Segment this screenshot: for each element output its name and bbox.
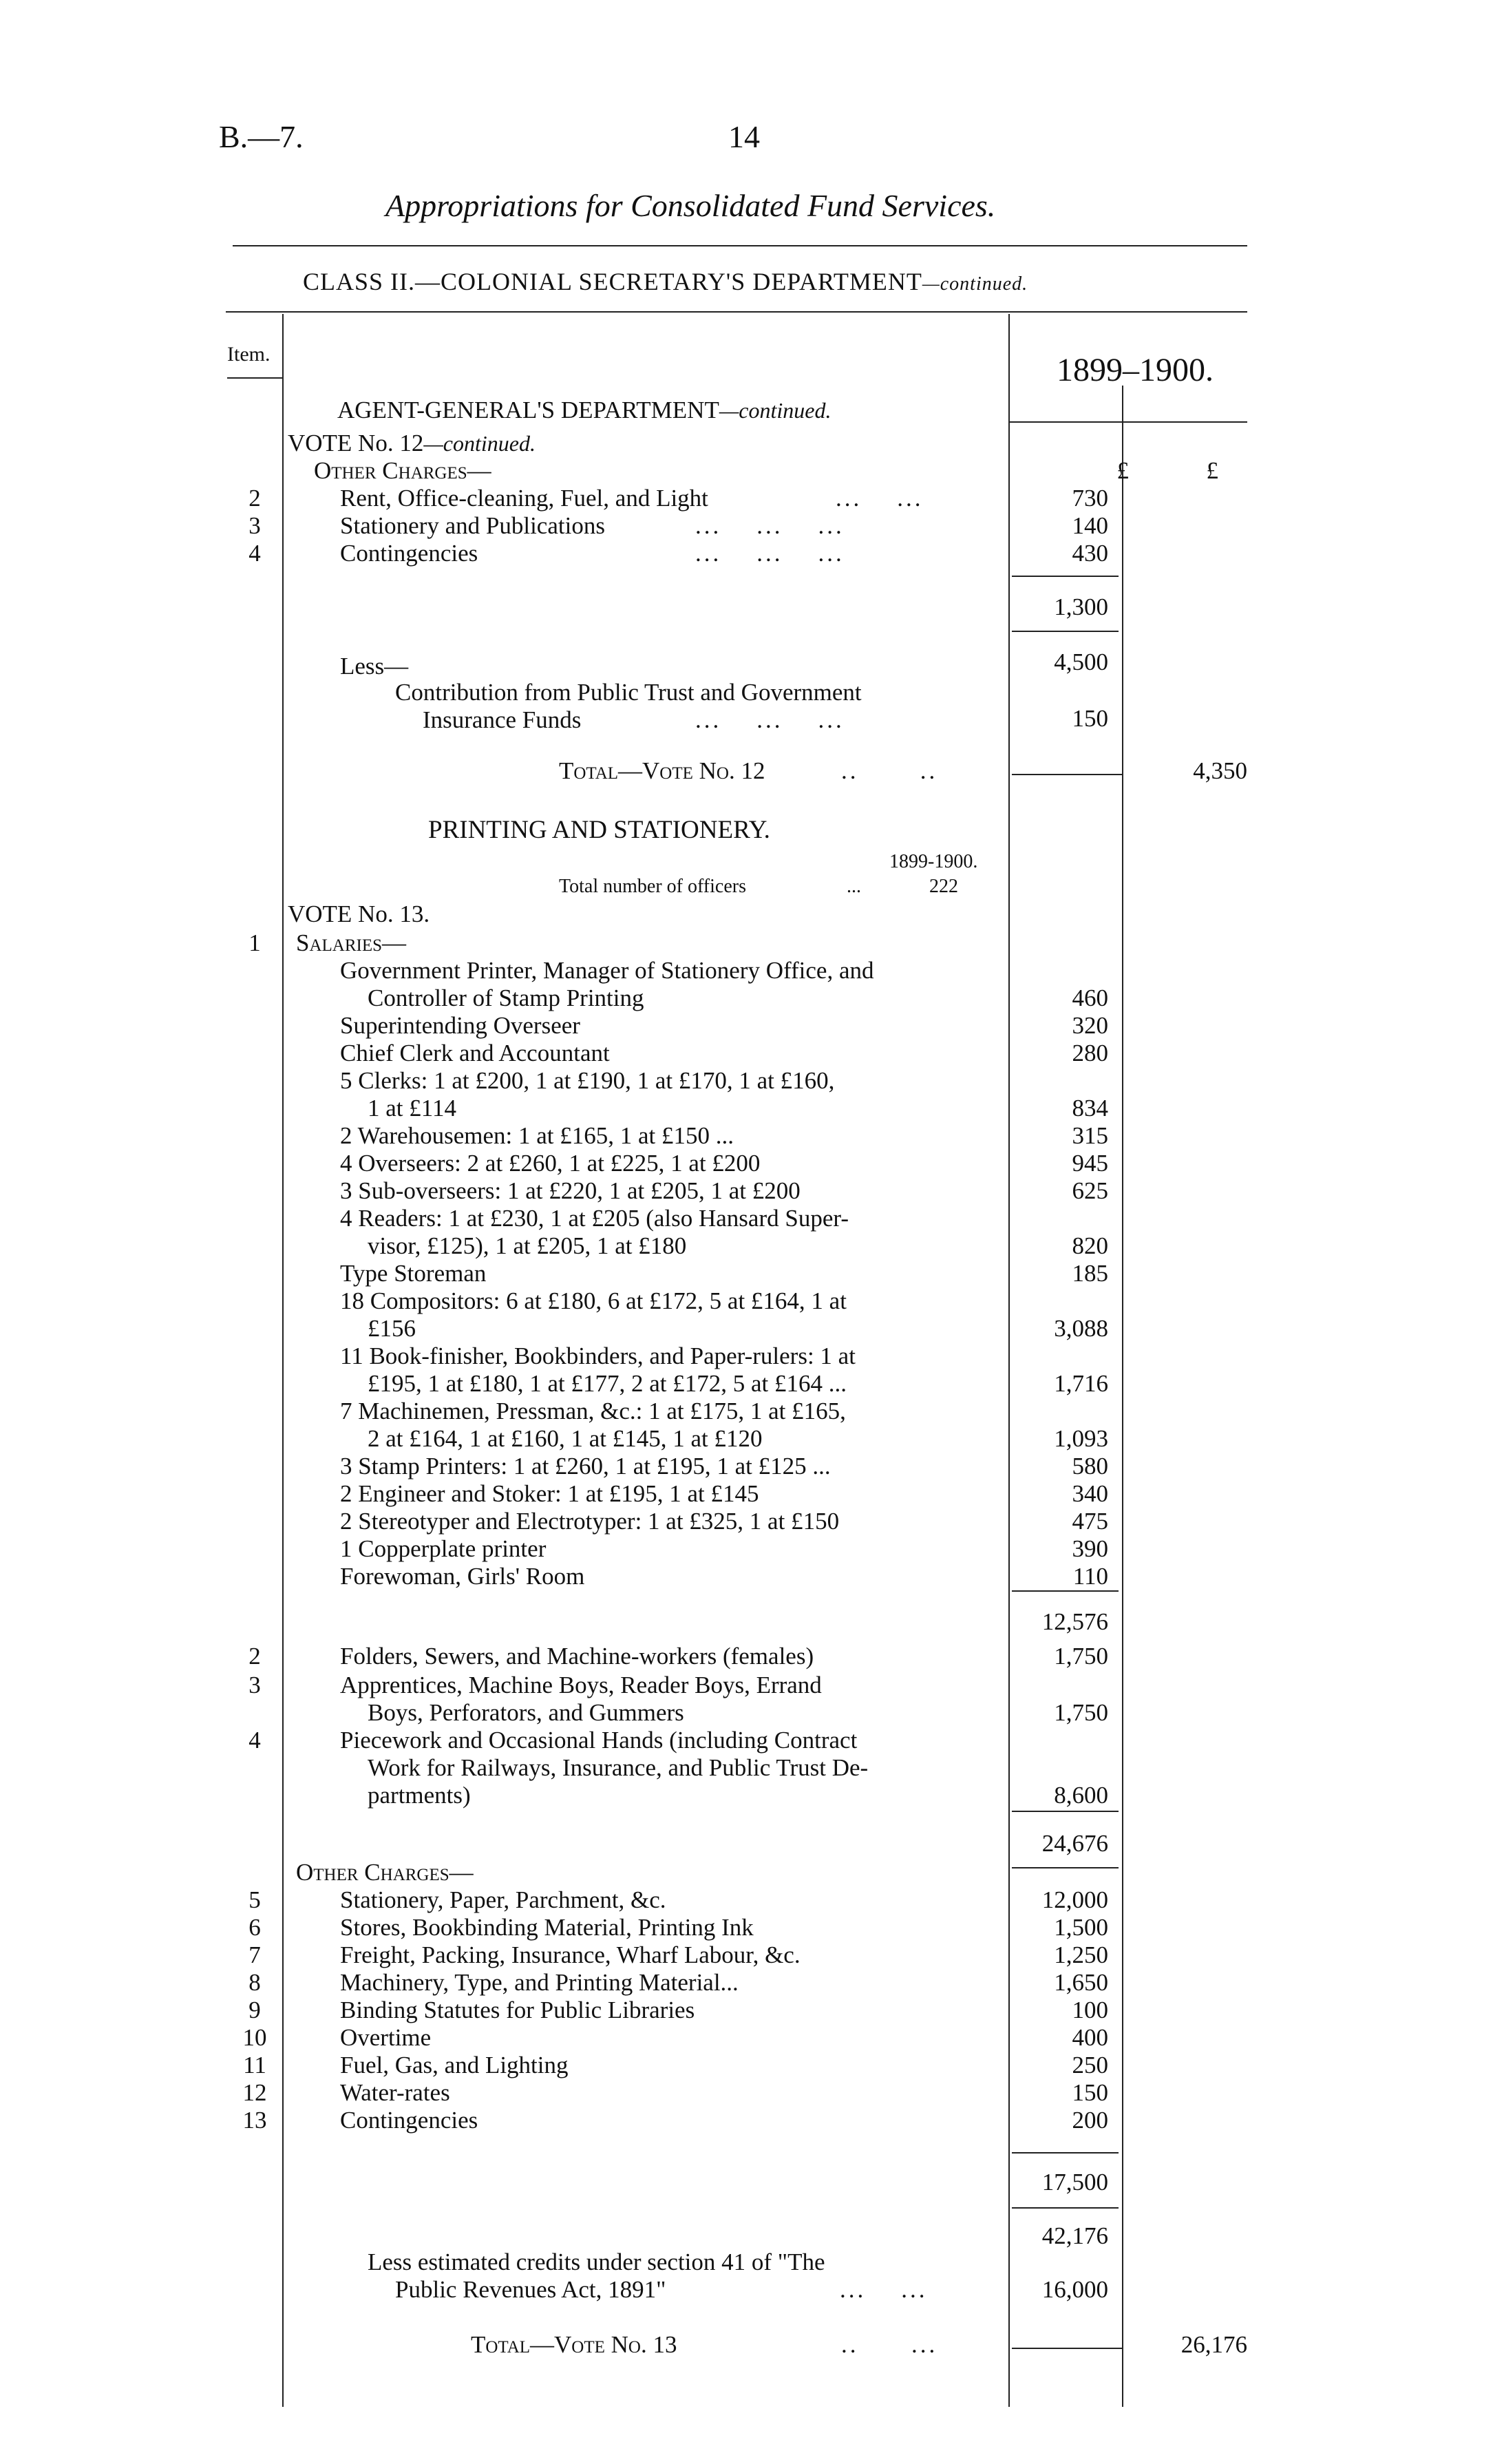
salary-line-amount: 340 (1072, 1480, 1108, 1507)
printing-stationery-heading: PRINTING AND STATIONERY. (428, 816, 770, 844)
item-number: 6 (248, 1914, 261, 1941)
salary-line-amount: 475 (1072, 1508, 1108, 1535)
salary-line-text: £195, 1 at £180, 1 at £177, 2 at £172, 5 at £164 ... (368, 1370, 847, 1397)
other-charge-amount: 100 (1072, 1997, 1108, 2023)
other-charge-label: Stationery, Paper, Parchment, &c. (340, 1886, 666, 1913)
other-charge-label: Binding Statutes for Public Libraries (340, 1997, 695, 2023)
item-number: 2 (248, 485, 261, 512)
item-number: 11 (243, 2052, 266, 2078)
other-charge-amount: 1,500 (1054, 1914, 1108, 1941)
salary-line-text: 4 Readers: 1 at £230, 1 at £205 (also Hansard Super- (340, 1205, 849, 1232)
item-number: 9 (248, 1997, 261, 2023)
other-charge-label: Stores, Bookbinding Material, Printing Ink (340, 1914, 754, 1941)
class-heading-main: CLASS II.—COLONIAL SECRETARY'S DEPARTMENT (303, 268, 922, 295)
salary-line-amount: 625 (1072, 1177, 1108, 1204)
total-vote-12: 4,350 (1193, 757, 1247, 784)
salary-line-amount: 460 (1072, 984, 1108, 1011)
agent-general-heading-continued: —continued. (719, 398, 832, 423)
salary-line-text: 3 Sub-overseers: 1 at £220, 1 at £205, 1 at £200 (340, 1177, 801, 1204)
salary-line-text: 1 Copperplate printer (340, 1535, 547, 1562)
line-item-label: Stationery and Publications (340, 512, 605, 539)
vote-13-heading: VOTE No. 13. (288, 901, 430, 927)
salary-line-amount: 390 (1072, 1535, 1108, 1562)
leader-dots: .. .. (841, 757, 938, 784)
wage-item-line: Apprentices, Machine Boys, Reader Boys, Errand (340, 1672, 822, 1698)
less-amount: 150 (1072, 705, 1108, 732)
credits-amount: 16,000 (1041, 2276, 1108, 2303)
other-charge-amount: 400 (1072, 2024, 1108, 2051)
item-header-rule (227, 377, 282, 379)
line-item-amount: 140 (1072, 512, 1108, 539)
salary-line-text: 2 Stereotyper and Electrotyper: 1 at £325, 1 at £150 (340, 1508, 840, 1535)
line-item-label: Rent, Office-cleaning, Fuel, and Light (340, 485, 708, 512)
leader-dots: .. ... (841, 2331, 938, 2358)
year-header-rule (1008, 421, 1247, 423)
officers-count: 222 (929, 876, 958, 897)
salary-line-text: Controller of Stamp Printing (368, 984, 644, 1011)
wages-total: 24,676 (1041, 1830, 1108, 1857)
leader-dots: ... (847, 876, 861, 897)
total-rule (1012, 2348, 1122, 2349)
leader-dots: ... ... ... (695, 706, 845, 733)
item-number: 5 (248, 1886, 261, 1913)
salary-line-text: Type Storeman (340, 1260, 487, 1287)
other-charge-amount: 150 (1072, 2079, 1108, 2106)
pound-sign-amount-column: £ (1116, 457, 1129, 484)
salary-line-amount: 315 (1072, 1122, 1108, 1149)
item-number: 3 (248, 512, 261, 539)
printing-other-charges-heading: Other Charges— (296, 1859, 474, 1886)
item-number: 13 (242, 2107, 267, 2134)
page-title: Appropriations for Consolidated Fund Services. (385, 188, 996, 223)
subtotal-rule (1012, 1867, 1119, 1868)
leader-dots: ... ... ... (695, 512, 845, 539)
other-charge-label: Overtime (340, 2024, 432, 2051)
salary-line-amount: 280 (1072, 1040, 1108, 1066)
subtotal-rule (1012, 2152, 1119, 2154)
salaries-heading: Salaries— (296, 929, 407, 956)
other-charge-amount: 1,250 (1054, 1941, 1108, 1968)
leader-dots: ... ... (836, 485, 924, 512)
officers-year: 1899-1900. (889, 851, 978, 872)
wage-item-amount: 1,750 (1054, 1699, 1108, 1726)
salary-line-text: 3 Stamp Printers: 1 at £260, 1 at £195, 1 at £125 ... (340, 1453, 831, 1480)
other-charge-amount: 12,000 (1041, 1886, 1108, 1913)
total-vote-13: 26,176 (1180, 2331, 1247, 2358)
item-column-header: Item. (227, 343, 271, 366)
item-number: 12 (242, 2079, 267, 2106)
other-charge-label: Water-rates (340, 2079, 450, 2106)
less-description-continued: Insurance Funds (423, 706, 582, 733)
wage-item-line: partments) (368, 1782, 471, 1809)
credits-description: Less estimated credits under section 41 of "The (368, 2249, 825, 2275)
other-charge-amount: 250 (1072, 2052, 1108, 2078)
less-label: Less— (340, 653, 409, 680)
salary-line-amount: 110 (1072, 1563, 1108, 1590)
salary-line-text: 2 Engineer and Stoker: 1 at £195, 1 at £145 (340, 1480, 759, 1507)
subtotal-rule (1012, 631, 1119, 632)
subtotal-rule (1012, 576, 1119, 577)
salary-line-text: 2 at £164, 1 at £160, 1 at £145, 1 at £120 (368, 1425, 763, 1452)
item-number: 7 (248, 1941, 261, 1968)
item-number: 10 (242, 2024, 267, 2051)
agent-subtotal: 1,300 (1054, 593, 1108, 620)
other-charges-total: 17,500 (1041, 2169, 1108, 2196)
salary-line-text: Government Printer, Manager of Stationery Office, and (340, 957, 874, 984)
salary-line-text: £156 (368, 1315, 416, 1342)
pound-sign-total-column: £ (1206, 457, 1218, 484)
item-number: 8 (248, 1969, 261, 1996)
salary-line-text: 11 Book-finisher, Bookbinders, and Paper-rulers: 1 at (340, 1342, 856, 1369)
other-charge-amount: 200 (1072, 2107, 1108, 2134)
item-number: 1 (248, 929, 261, 956)
vote-12-continued: —continued. (423, 431, 536, 456)
agent-other-charges-heading: Other Charges— (314, 457, 491, 484)
subtotal-rule (1012, 2207, 1119, 2209)
page-number: 14 (728, 119, 760, 154)
subtotal-rule (1012, 1590, 1119, 1592)
wage-item-line: Folders, Sewers, and Machine-workers (females) (340, 1643, 814, 1670)
salary-line-text: 1 at £114 (368, 1095, 456, 1122)
salary-line-text: visor, £125), 1 at £205, 1 at £180 (368, 1232, 687, 1259)
other-charge-label: Fuel, Gas, and Lighting (340, 2052, 569, 2078)
less-description: Contribution from Public Trust and Government (395, 679, 862, 706)
line-item-label: Contingencies (340, 540, 478, 567)
wage-item-line: Work for Railways, Insurance, and Public Trust De- (368, 1754, 869, 1781)
agent-general-heading (337, 397, 831, 424)
item-column-divider (282, 314, 284, 2407)
salary-line-amount: 1,716 (1054, 1370, 1108, 1397)
salary-line-text: 18 Compositors: 6 at £180, 6 at £172, 5 at £164, 1 at (340, 1287, 847, 1314)
credits-description-continued: Public Revenues Act, 1891" (395, 2276, 666, 2303)
other-charge-label: Contingencies (340, 2107, 478, 2134)
other-charge-label: Freight, Packing, Insurance, Wharf Labour, &c. (340, 1941, 801, 1968)
officers-label: Total number of officers (559, 876, 746, 897)
class-rule (226, 311, 1247, 313)
leader-dots: ... ... ... (695, 540, 845, 567)
wage-item-amount: 8,600 (1054, 1782, 1108, 1809)
total-rule (1012, 774, 1122, 775)
agent-gross: 4,500 (1054, 649, 1108, 675)
subtotal-column-divider (1122, 386, 1123, 2407)
line-item-amount: 730 (1072, 485, 1108, 512)
salary-line-amount: 1,093 (1054, 1425, 1108, 1452)
document-reference: B.—7. (219, 119, 304, 154)
total-vote-13-label: Total—Vote No. 13 (471, 2331, 677, 2358)
class-heading-continued: —continued. (922, 273, 1028, 295)
agent-general-heading-main: AGENT-GENERAL'S DEPARTMENT (337, 397, 719, 423)
vote-12-label: VOTE No. 12 (288, 430, 424, 456)
salary-line-amount: 820 (1072, 1232, 1108, 1259)
wage-item-amount: 1,750 (1054, 1643, 1108, 1670)
salary-line-text: 2 Warehousemen: 1 at £165, 1 at £150 ... (340, 1122, 734, 1149)
printing-gross: 42,176 (1041, 2222, 1108, 2249)
total-vote-12-label: Total—Vote No. 12 (559, 757, 765, 784)
subtotal-rule (1012, 1811, 1119, 1812)
item-number: 3 (248, 1672, 261, 1698)
line-item-amount: 430 (1072, 540, 1108, 567)
salary-line-text: 7 Machinemen, Pressman, &c.: 1 at £175, 1 at £165, (340, 1398, 846, 1424)
salary-line-amount: 185 (1072, 1260, 1108, 1287)
leader-dots: ... ... (840, 2276, 928, 2303)
other-charge-amount: 1,650 (1054, 1969, 1108, 1996)
salary-line-text: 4 Overseers: 2 at £260, 1 at £225, 1 at £200 (340, 1150, 761, 1177)
salary-line-amount: 834 (1072, 1095, 1108, 1122)
salaries-total: 12,576 (1041, 1608, 1108, 1635)
wage-item-line: Piecework and Occasional Hands (including Contract (340, 1727, 858, 1754)
salary-line-amount: 945 (1072, 1150, 1108, 1177)
salary-line-amount: 3,088 (1054, 1315, 1108, 1342)
year-header: 1899–1900. (1057, 352, 1214, 388)
salary-line-text: Forewoman, Girls' Room (340, 1563, 585, 1590)
class-heading (303, 267, 1028, 296)
title-rule (233, 245, 1247, 246)
other-charge-label: Machinery, Type, and Printing Material... (340, 1969, 739, 1996)
salary-line-text: Superintending Overseer (340, 1012, 580, 1039)
salary-line-amount: 580 (1072, 1453, 1108, 1480)
item-number: 2 (248, 1643, 261, 1670)
wage-item-line: Boys, Perforators, and Gummers (368, 1699, 684, 1726)
vote-12-heading (288, 430, 536, 457)
salary-line-text: 5 Clerks: 1 at £200, 1 at £190, 1 at £170, 1 at £160, (340, 1067, 835, 1094)
salary-line-text: Chief Clerk and Accountant (340, 1040, 610, 1066)
item-number: 4 (248, 1727, 261, 1754)
item-number: 4 (248, 540, 261, 567)
salary-line-amount: 320 (1072, 1012, 1108, 1039)
